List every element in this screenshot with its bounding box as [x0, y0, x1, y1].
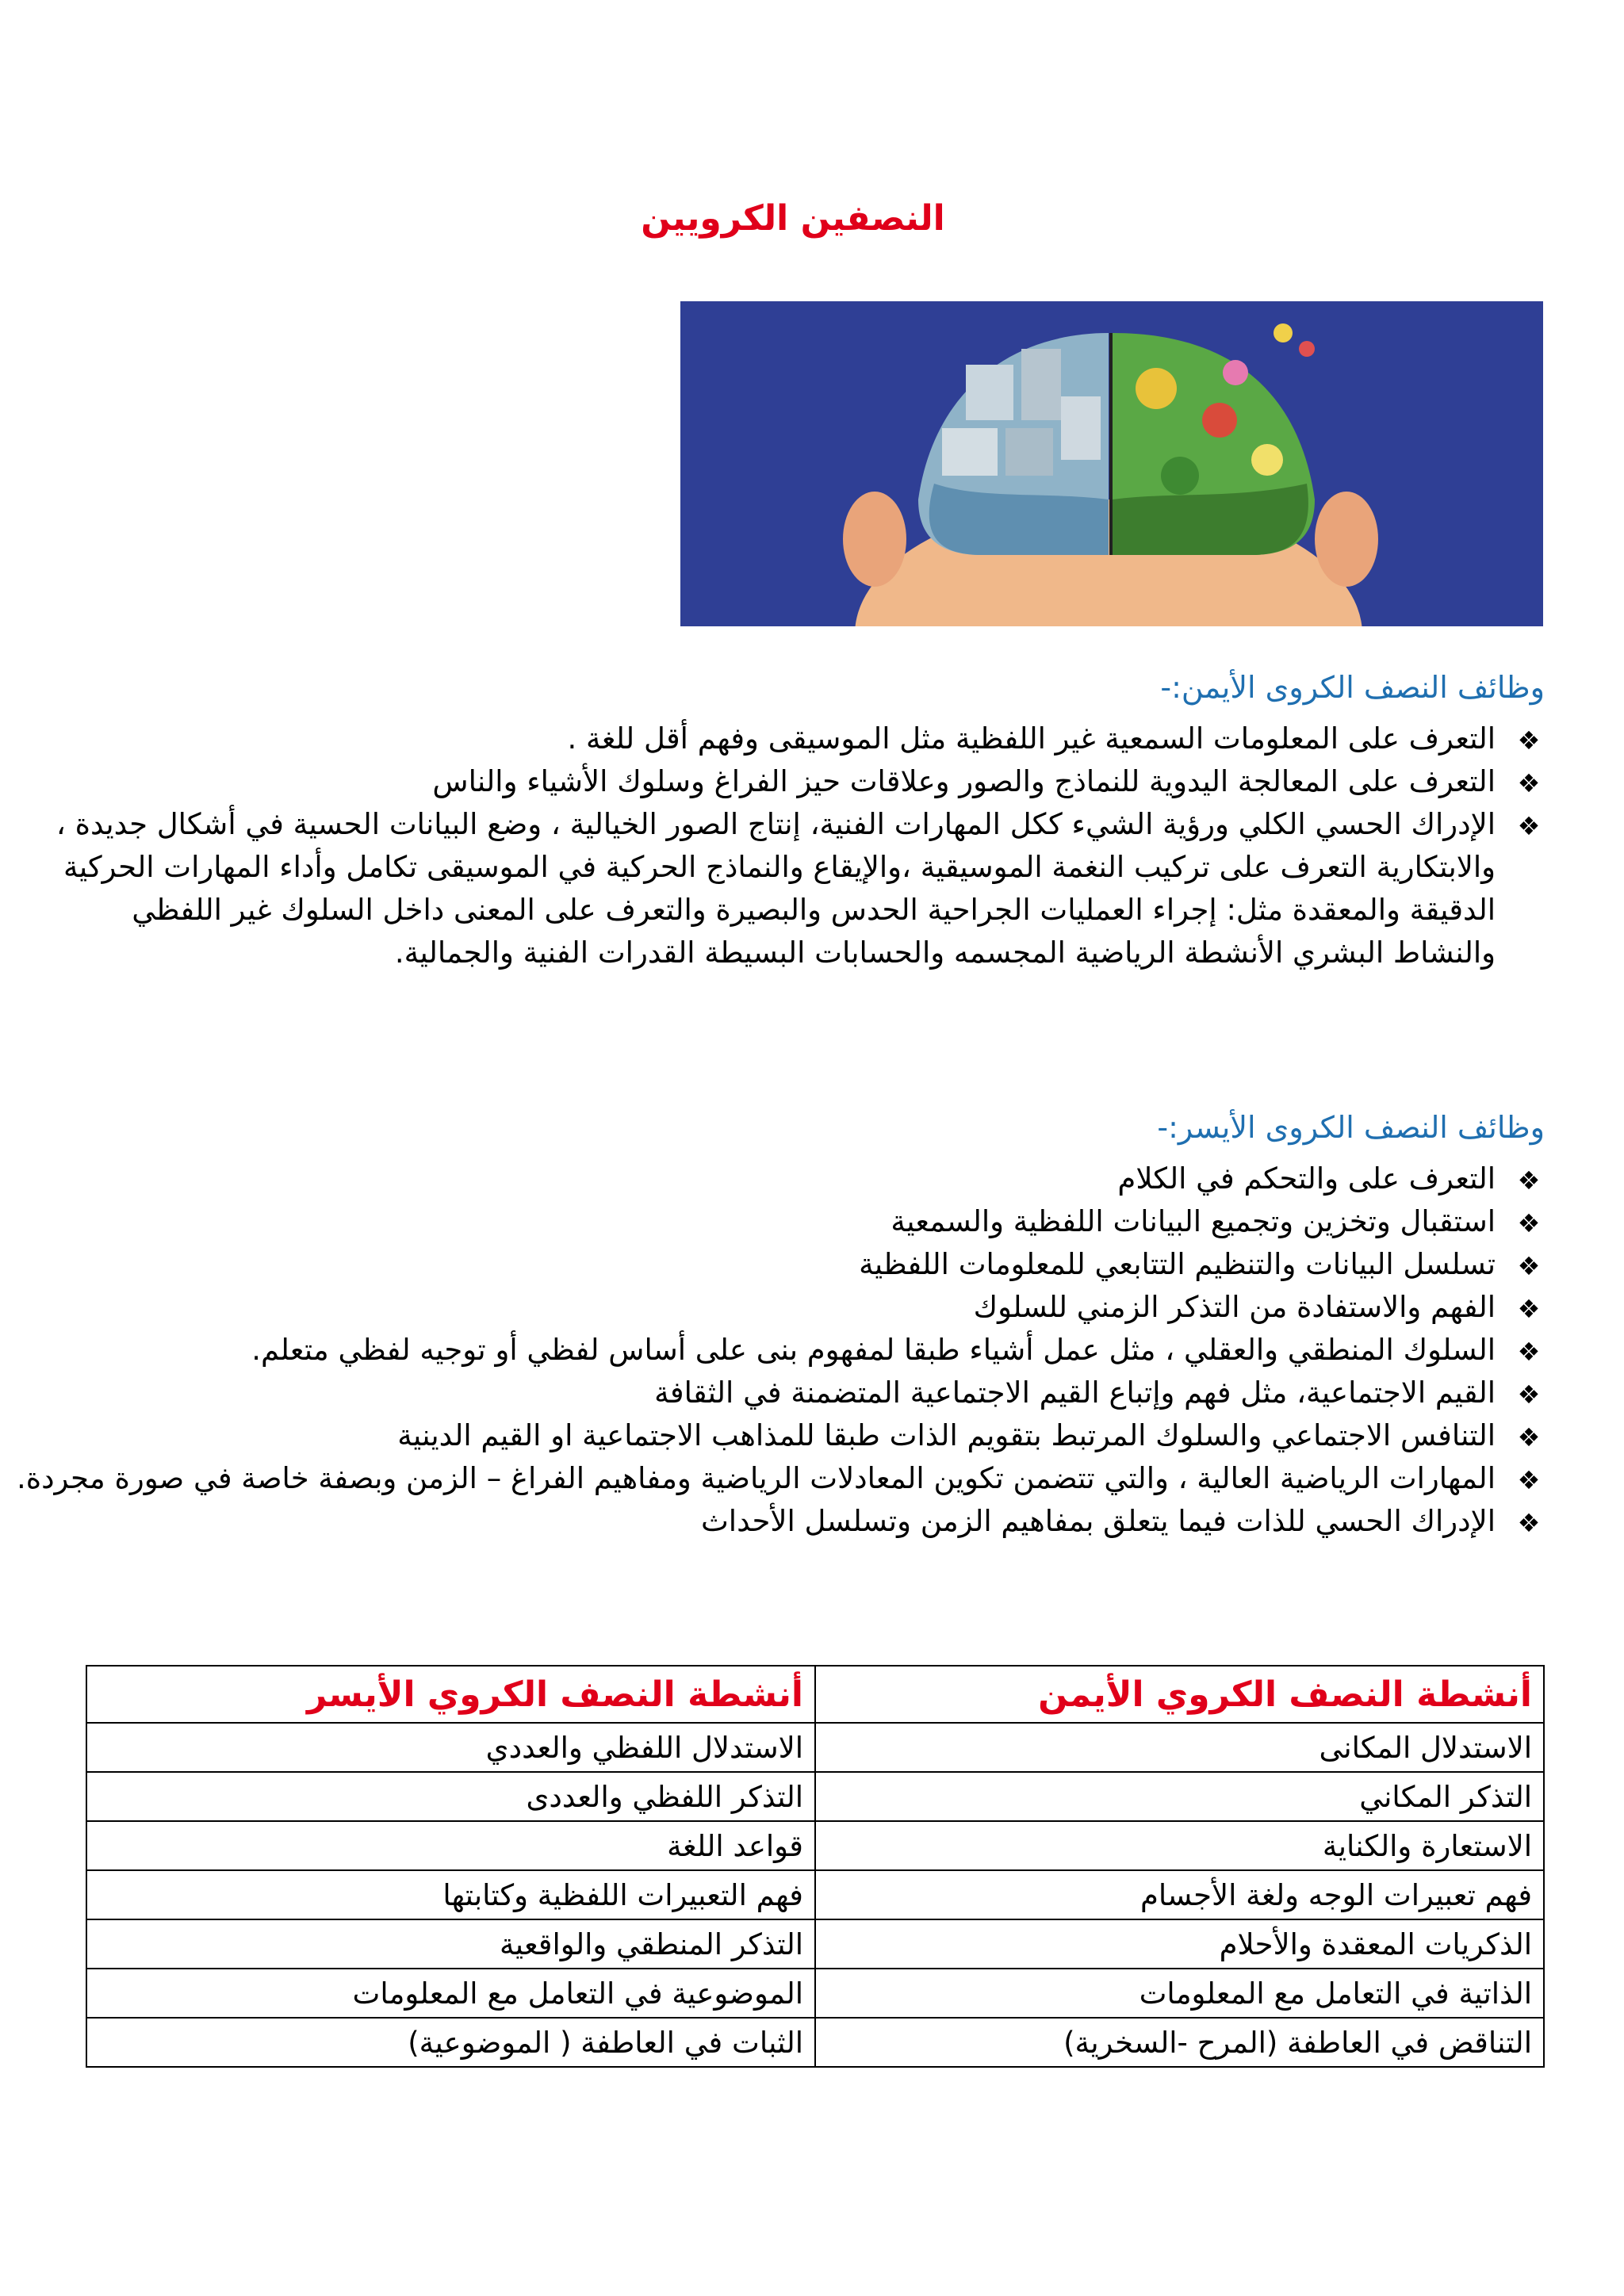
brain-hemispheres-image — [680, 301, 1543, 626]
diamond-bullet-icon: ❖ — [1517, 1508, 1541, 1538]
column-header-left: أنشطة النصف الكروي الأيسر — [86, 1666, 815, 1723]
diamond-bullet-icon: ❖ — [1517, 811, 1541, 841]
table-cell: الذاتية في التعامل مع المعلومات — [815, 1969, 1544, 2018]
list-item: ❖ الفهم والاستفادة من التذكر الزمني للسلوك — [0, 1286, 1545, 1329]
table-cell: الاستدلال اللفظي والعددي — [86, 1723, 815, 1772]
page-title: النصفين الكرويين — [641, 198, 945, 239]
list-item: ❖ القيم الاجتماعية، مثل فهم وإتباع القيم الاجتماعية المتضمنة في الثقافة — [0, 1372, 1545, 1414]
table-cell: التناقض في العاطفة (المرح -السخرية) — [815, 2018, 1544, 2067]
diamond-bullet-icon: ❖ — [1517, 1422, 1541, 1452]
brain-illustration-icon — [680, 301, 1543, 626]
table-row — [86, 2018, 1544, 2067]
table-cell: فهم تعبيرات الوجه ولغة الأجسام — [815, 1870, 1544, 1919]
table-row — [86, 1919, 1544, 1969]
diamond-bullet-icon: ❖ — [1517, 1251, 1541, 1281]
list-item: ❖ تسلسل البيانات والتنظيم التتابعي للمعلومات اللفظية — [0, 1243, 1545, 1286]
list-item: ❖ التنافس الاجتماعي والسلوك المرتبط بتقويم الذات طبقا للمذاهب الاجتماعية او القيم الدينية — [0, 1414, 1545, 1457]
table-cell: قواعد اللغة — [86, 1821, 815, 1870]
table-row — [86, 1969, 1544, 2018]
column-header-right: أنشطة النصف الكروي الأيمن — [815, 1666, 1544, 1723]
table-cell: التذكر المكاني — [815, 1772, 1544, 1821]
right-hemisphere-heading: وظائف النصف الكروى الأيمن:- — [1160, 670, 1545, 705]
diamond-bullet-icon: ❖ — [1517, 1465, 1541, 1495]
table-row — [86, 1870, 1544, 1919]
list-item: ❖ التعرف على المعالجة اليدوية للنماذج والصور وعلاقات حيز الفراغ وسلوك الأشياء والناس — [38, 760, 1545, 803]
table-cell: الاستعارة والكناية — [815, 1821, 1544, 1870]
table-cell: الذكريات المعقدة والأحلام — [815, 1919, 1544, 1969]
list-item: ❖ الإدراك الحسي للذات فيما يتعلق بمفاهيم الزمن وتسلسل الأحداث — [0, 1500, 1545, 1543]
list-item: ❖ السلوك المنطقي والعقلي ، مثل عمل أشياء طبقا لمفهوم بنى على أساس لفظي أو توجيه لفظي متعلم. — [0, 1329, 1545, 1372]
table-cell: الموضوعية في التعامل مع المعلومات — [86, 1969, 815, 2018]
diamond-bullet-icon: ❖ — [1517, 1208, 1541, 1238]
list-item: ❖ المهارات الرياضية العالية ، والتي تتضمن تكوين المعادلات الرياضية ومفاهيم الفراغ – الزمن وبصفة خاصة في صورة مجردة. — [0, 1457, 1545, 1500]
diamond-bullet-icon: ❖ — [1517, 1294, 1541, 1324]
diamond-bullet-icon: ❖ — [1517, 1165, 1541, 1196]
table-row — [86, 1821, 1544, 1870]
diamond-bullet-icon: ❖ — [1517, 1380, 1541, 1410]
table-row — [86, 1723, 1544, 1772]
list-item: ❖ استقبال وتخزين وتجميع البيانات اللفظية والسمعية — [0, 1200, 1545, 1243]
table-cell: فهم التعبيرات اللفظية وكتابتها — [86, 1870, 815, 1919]
hemisphere-activities-table — [86, 1665, 1545, 2068]
table-cell: الثبات في العاطفة ( الموضوعية) — [86, 2018, 815, 2067]
diamond-bullet-icon: ❖ — [1517, 768, 1541, 798]
table-cell: التذكر المنطقي والواقعية — [86, 1919, 815, 1969]
left-hemisphere-list — [0, 1158, 1545, 1543]
list-item: ❖ الإدراك الحسي الكلي ورؤية الشيء ككل المهارات الفنية، إنتاج الصور الخيالية ، وضع البيانات الحسية في أشكال جديدة ، والابتكارية التعرف على تركيب النغمة الموسيقية ،والإيقاع والنماذج الحركية في الموسيقى تكامل وأداء المهارات الحركية الدقيقة والمعقدة مثل: إجراء العمليات الجراحية الحدس والبصيرة والتعرف على المعنى داخل السلوك غير اللفظي والنشاط البشري الأنشطة الرياضية المجسمه والحسابات البسيطة القدرات الفنية والجمالية. — [38, 803, 1545, 974]
diamond-bullet-icon: ❖ — [1517, 1337, 1541, 1367]
list-item: ❖ التعرف على المعلومات السمعية غير اللفظية مثل الموسيقى وفهم أقل للغة . — [38, 718, 1545, 760]
left-hemisphere-heading: وظائف النصف الكروى الأيسر:- — [1157, 1110, 1545, 1145]
table-header-row — [86, 1666, 1544, 1723]
table-row — [86, 1772, 1544, 1821]
right-hemisphere-list — [38, 718, 1545, 974]
list-item: ❖ التعرف على والتحكم في الكلام — [0, 1158, 1545, 1200]
table-cell: الاستدلال المكانى — [815, 1723, 1544, 1772]
diamond-bullet-icon: ❖ — [1517, 725, 1541, 756]
table-cell: التذكر اللفظي والعددى — [86, 1772, 815, 1821]
